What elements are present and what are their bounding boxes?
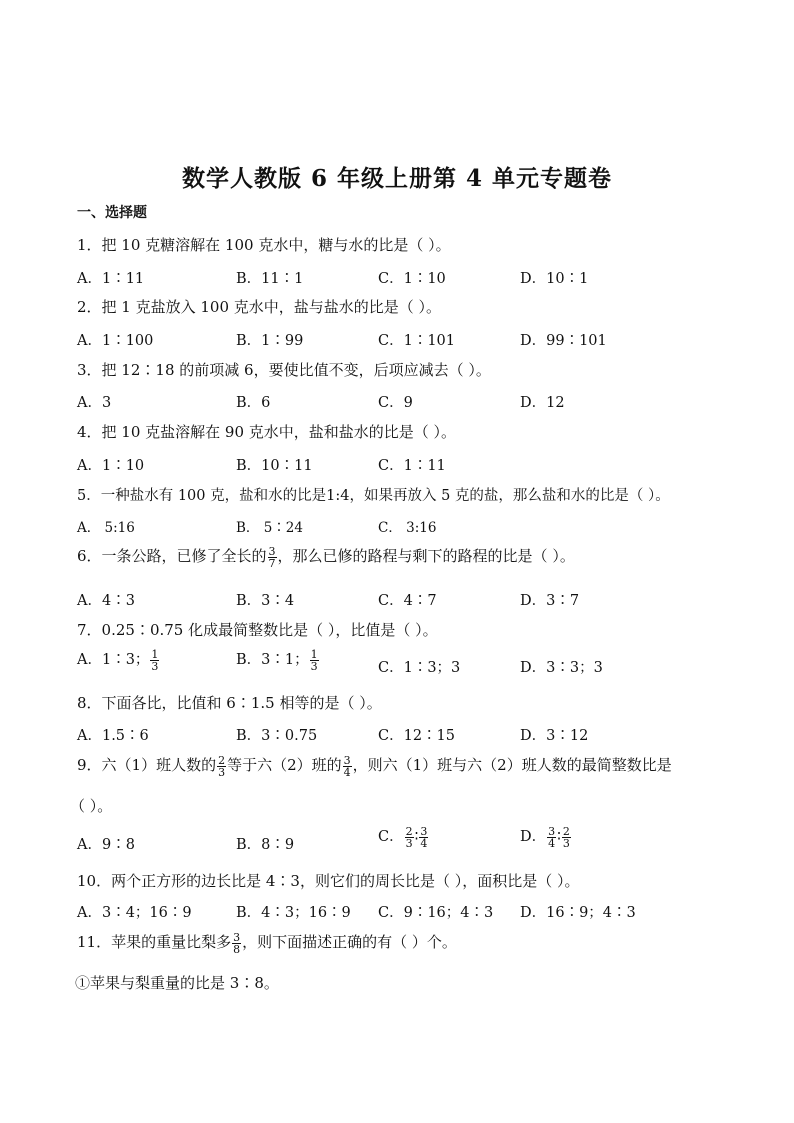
question-9-stem <box>77 754 672 778</box>
q9-fraction-1-denominator: 3 <box>218 765 226 779</box>
question-9-stem-line-2: （ ）。 <box>70 797 113 815</box>
question-11-stem <box>77 931 457 955</box>
q11-statement-1: ①苹果与梨重量的比是 3∶8。 <box>75 974 279 992</box>
q9-fraction-1-numerator: 2 <box>218 753 226 767</box>
q1-option-b: B．11∶1 <box>236 271 304 287</box>
q7-option-b-numerator: 1 <box>310 647 318 661</box>
q7-option-b-denominator: 3 <box>310 659 318 673</box>
q8-option-a: A．1.5∶6 <box>77 728 149 744</box>
q9-option-d-fraction-1 <box>547 826 556 849</box>
q10-option-c: C．9∶16；4∶3 <box>378 905 494 921</box>
question-5-stem: 5．一种盐水有 100 克，盐和水的比是1:4，如果再放入 5 克的盐，那么盐和水的比是（ ）。 <box>77 488 670 504</box>
q4-option-a: A．1∶10 <box>77 458 145 474</box>
q9-option-c-fraction-2 <box>419 826 428 849</box>
q2-option-c: C．1∶101 <box>378 333 455 349</box>
question-6-stem <box>77 545 575 569</box>
q1-option-c: C．1∶10 <box>378 271 446 287</box>
q6-fraction <box>268 546 277 569</box>
q11-stem-start: 11．苹果的重量比梨多 <box>77 933 232 951</box>
q9-fraction-2 <box>343 755 352 778</box>
q9-option-d-numerator-1: 3 <box>548 824 556 838</box>
q11-stem-end: ，则下面描述正确的有（ ）个。 <box>242 933 457 951</box>
question-2-stem: 2．把 1 克盐放入 100 克水中，盐与盐水的比是（ ）。 <box>77 298 442 316</box>
q9-option-c-numerator-2: 3 <box>420 824 428 838</box>
q9-stem-end: ，则六（1）班与六（2）班人数的最简整数比是 <box>352 756 672 774</box>
q10-option-b: B．4∶3；16∶9 <box>236 905 351 921</box>
q6-stem-start: 6．一条公路，已修了全长的 <box>77 547 267 565</box>
q7-option-a <box>77 648 160 672</box>
q9-option-d <box>520 825 572 849</box>
q4-option-c: C．1∶11 <box>378 458 446 474</box>
q8-option-d: D．3∶12 <box>520 728 589 744</box>
q3-option-b: B．6 <box>236 395 271 411</box>
q1-option-a: A．1∶11 <box>77 271 145 287</box>
q8-option-c: C．12∶15 <box>378 728 455 744</box>
q9-option-c-denominator-1: 3 <box>405 836 413 850</box>
q9-option-b: B．8∶9 <box>236 837 295 853</box>
question-4-stem: 4．把 10 克盐溶解在 90 克水中，盐和盐水的比是（ ）。 <box>77 423 457 441</box>
q9-option-a: A．9∶8 <box>77 837 135 853</box>
q10-option-a: A．3∶4；16∶9 <box>77 905 192 921</box>
q9-option-d-denominator-2: 3 <box>562 836 570 850</box>
q9-option-c-denominator-2: 4 <box>420 836 428 850</box>
q9-option-d-colon: ∶ <box>557 829 561 845</box>
q11-fraction-denominator: 8 <box>233 942 241 956</box>
q7-option-b-fraction <box>310 649 319 672</box>
q9-option-c-fraction-1 <box>405 826 414 849</box>
q4-option-b: B．10∶11 <box>236 458 313 474</box>
q2-option-b: B．1∶99 <box>236 333 304 349</box>
q9-fraction-1 <box>217 755 226 778</box>
q9-option-c-label: C． <box>378 829 404 845</box>
question-1-stem: 1．把 10 克糖溶解在 100 克水中，糖与水的比是（ ）。 <box>77 236 451 254</box>
q9-option-c-numerator-1: 2 <box>405 824 413 838</box>
question-3-stem: 3．把 12∶18 的前项减 6，要使比值不变，后项应减去（ ）。 <box>77 361 491 379</box>
q5-option-a: A． 5:16 <box>77 520 135 536</box>
q3-option-d: D．12 <box>520 395 565 411</box>
q7-option-b <box>236 648 320 672</box>
section-heading: 一、选择题 <box>77 205 147 221</box>
q6-option-c: C．4∶7 <box>378 593 437 609</box>
q9-option-d-fraction-2 <box>562 826 571 849</box>
q3-option-a: A．3 <box>77 395 112 411</box>
question-7-stem: 7．0.25∶0.75 化成最简整数比是（ ），比值是（ ）。 <box>77 621 438 639</box>
q9-option-d-denominator-1: 4 <box>548 836 556 850</box>
q9-fraction-2-denominator: 4 <box>343 765 351 779</box>
q9-option-c-colon: ∶ <box>414 829 419 845</box>
question-8-stem: 8．下面各比，比值和 6∶1.5 相等的是（ ）。 <box>77 694 382 712</box>
q7-option-a-fraction <box>150 649 159 672</box>
q7-option-d: D．3∶3；3 <box>520 660 603 676</box>
q5-option-c: C． 3:16 <box>378 520 437 536</box>
q7-option-a-text: A．1∶3； <box>77 652 150 668</box>
q7-option-a-numerator: 1 <box>151 647 159 661</box>
q9-option-c <box>378 825 429 849</box>
q9-option-d-label: D． <box>520 829 547 845</box>
q2-option-a: A．1∶100 <box>77 333 154 349</box>
q6-fraction-numerator: 3 <box>268 544 276 558</box>
q8-option-b: B．3∶0.75 <box>236 728 318 744</box>
q9-stem-start: 9．六（1）班人数的 <box>77 756 217 774</box>
question-10-stem: 10．两个正方形的边长比是 4∶3，则它们的周长比是（ ），面积比是（ ）。 <box>77 872 580 890</box>
q9-fraction-2-numerator: 3 <box>343 753 351 767</box>
q9-option-d-numerator-2: 2 <box>562 824 570 838</box>
q6-option-a: A．4∶3 <box>77 593 135 609</box>
q5-option-b: B． 5∶24 <box>236 520 303 536</box>
q6-stem-end: ，那么已修的路程与剩下的路程的比是（ ）。 <box>277 547 575 565</box>
q2-option-d: D．99∶101 <box>520 333 607 349</box>
q6-option-d: D．3∶7 <box>520 593 580 609</box>
q11-fraction <box>232 932 241 955</box>
q7-option-b-text: B．3∶1； <box>236 652 309 668</box>
q3-option-c: C．9 <box>378 395 413 411</box>
q9-stem-middle: 等于六（2）班的 <box>227 756 342 774</box>
q6-fraction-denominator: 7 <box>268 556 276 570</box>
q7-option-a-denominator: 3 <box>151 659 159 673</box>
q10-option-d: D．16∶9；4∶3 <box>520 905 636 921</box>
page-title: 数学人教版 6 年级上册第 4 单元专题卷 <box>181 165 613 192</box>
q11-fraction-numerator: 3 <box>233 930 241 944</box>
q7-option-c: C．1∶3；3 <box>378 660 461 676</box>
q6-option-b: B．3∶4 <box>236 593 295 609</box>
q1-option-d: D．10∶1 <box>520 271 589 287</box>
